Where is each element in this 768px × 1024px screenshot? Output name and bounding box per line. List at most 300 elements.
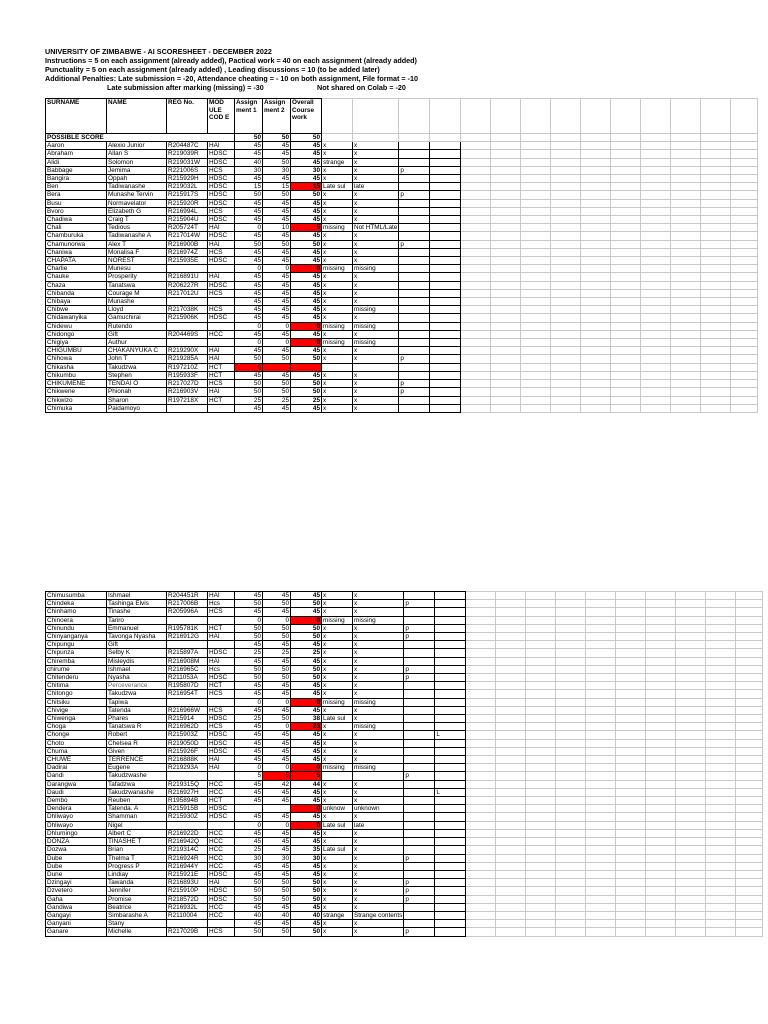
punctual-cell: p [404, 633, 435, 641]
reg-no-cell: R216932L [167, 903, 208, 911]
note-2-cell: missing [353, 339, 399, 347]
empty-cell [646, 739, 676, 747]
reg-no-cell: R215903Z [167, 731, 208, 739]
empty-cell [731, 224, 758, 232]
note-2-cell: x [353, 404, 399, 412]
table-row [46, 772, 763, 780]
punctual-cell [404, 657, 435, 665]
empty-cell [496, 608, 526, 616]
punctual-cell [404, 862, 435, 870]
possible-a2: 50 [263, 134, 291, 142]
empty-cell [521, 298, 551, 306]
overall-cell: 50 [291, 895, 322, 903]
note-2-cell: x [353, 314, 399, 322]
name-cell: Tashinga Elvis [107, 600, 167, 608]
empty-cell [736, 846, 763, 854]
empty-cell [671, 363, 701, 371]
empty-cell [581, 134, 611, 142]
empty-cell [461, 199, 491, 207]
empty-cell [581, 232, 611, 240]
overall-cell: 38 [291, 715, 322, 723]
empty-cell [646, 862, 676, 870]
empty-cell [496, 854, 526, 862]
empty-cell [701, 142, 731, 150]
empty-cell [586, 756, 616, 764]
empty-cell [526, 780, 556, 788]
empty-cell [706, 895, 736, 903]
note-2-cell: x [353, 380, 399, 388]
empty-cell [641, 404, 671, 412]
empty-cell [556, 756, 586, 764]
empty-cell [496, 624, 526, 632]
empty-cell [581, 404, 611, 412]
table-row [46, 887, 763, 895]
flag-cell [430, 142, 461, 150]
punctual-cell: p [404, 600, 435, 608]
name-cell: Progress P [107, 862, 167, 870]
table-row [46, 829, 763, 837]
flag-cell [435, 772, 466, 780]
assignment-1-cell: 45 [235, 347, 263, 355]
flag-cell [430, 306, 461, 314]
module-code-cell: HDSC [208, 175, 235, 183]
assignment-1-cell: 50 [235, 380, 263, 388]
note-2-cell: x [353, 920, 404, 928]
note-2-cell: x [353, 641, 404, 649]
module-code-cell: HCC [208, 780, 235, 788]
empty-cell [736, 674, 763, 682]
punctual-cell [404, 756, 435, 764]
empty-cell [641, 166, 671, 174]
empty-cell [461, 306, 491, 314]
reg-no-cell: R216994L [167, 207, 208, 215]
empty-cell [496, 788, 526, 796]
empty-cell [461, 216, 491, 224]
empty-cell [491, 355, 521, 363]
empty-cell [676, 772, 706, 780]
flag-cell [430, 314, 461, 322]
empty-cell [641, 142, 671, 150]
empty-cell [706, 879, 736, 887]
note-2-cell: x [353, 298, 399, 306]
table-row [46, 175, 758, 183]
note-1-cell: x [322, 207, 353, 215]
table-row [46, 339, 758, 347]
overall-cell: 0 [291, 322, 322, 330]
empty-cell [641, 134, 671, 142]
note-1-cell: x [322, 739, 353, 747]
empty-cell [736, 624, 763, 632]
empty-cell [551, 183, 581, 191]
empty-cell [491, 314, 521, 322]
empty-cell [586, 854, 616, 862]
empty-cell [496, 739, 526, 747]
name-cell: Gift [107, 641, 167, 649]
flag-cell [430, 175, 461, 183]
note-1-cell: x [322, 682, 353, 690]
empty-cell [586, 674, 616, 682]
empty-cell [706, 649, 736, 657]
assignment-1-cell: 45 [235, 788, 263, 796]
name-cell: Rutendo [107, 322, 167, 330]
reg-no-cell: R2110004 [167, 911, 208, 919]
table-row [46, 805, 763, 813]
module-code-cell: HDSC [208, 150, 235, 158]
module-code-cell: HDSC [208, 895, 235, 903]
empty-cell [646, 788, 676, 796]
table-row [46, 314, 758, 322]
table-row [46, 322, 758, 330]
table-row [46, 788, 763, 796]
empty-cell [521, 371, 551, 379]
reg-no-cell: R215915B [167, 805, 208, 813]
empty-cell [676, 821, 706, 829]
name-cell: Munesu [107, 265, 167, 273]
note-1-cell: x [322, 633, 353, 641]
note-2-cell: x [353, 780, 404, 788]
empty-cell [551, 175, 581, 183]
assignment-1-cell: 45 [235, 371, 263, 379]
overall-cell: 45 [291, 592, 322, 600]
reg-no-cell: R219050D [167, 739, 208, 747]
overall-cell: 45 [291, 298, 322, 306]
empty-cell [526, 838, 556, 846]
empty-cell [491, 371, 521, 379]
empty-cell [491, 99, 521, 134]
empty-cell [556, 616, 586, 624]
note-1-cell: x [322, 903, 353, 911]
note-1-cell: missing [322, 322, 353, 330]
reg-no-cell [167, 298, 208, 306]
empty-cell [641, 347, 671, 355]
empty-cell [556, 829, 586, 837]
empty-cell [671, 396, 701, 404]
empty-cell [526, 657, 556, 665]
flag-cell [435, 690, 466, 698]
table-row [46, 854, 763, 862]
empty-cell [616, 920, 646, 928]
note-1-cell: x [322, 788, 353, 796]
empty-cell [671, 150, 701, 158]
empty-cell [526, 641, 556, 649]
punctual-cell [399, 142, 430, 150]
module-code-cell: HAI [208, 657, 235, 665]
name-cell: Alex T [107, 240, 167, 248]
note-2-cell: unknown [353, 805, 404, 813]
empty-cell [706, 600, 736, 608]
empty-cell [556, 838, 586, 846]
empty-cell [701, 298, 731, 306]
name-cell: Munashe Tervin [107, 191, 167, 199]
empty-cell [706, 920, 736, 928]
name-cell: Paidamoyo [107, 404, 167, 412]
empty-cell [466, 870, 496, 878]
table-row [46, 347, 758, 355]
overall-cell: 45 [291, 289, 322, 297]
note-2-cell: x [353, 592, 404, 600]
reg-no-cell: R216966W [167, 706, 208, 714]
punctual-cell: p [399, 388, 430, 396]
punctual-cell: p [404, 928, 435, 936]
empty-cell [586, 879, 616, 887]
table-row [46, 224, 758, 232]
flag-cell [430, 191, 461, 199]
punctuality-line: Punctuality = 5 on each assignment (already added) , Leading discussions = 10 (to be added later) [45, 65, 380, 74]
empty-cell [731, 396, 758, 404]
assignment-1-cell: 45 [235, 690, 263, 698]
note-1-cell: x [322, 306, 353, 314]
empty-cell [551, 257, 581, 265]
empty-cell [491, 224, 521, 232]
empty-cell [521, 99, 551, 134]
empty-cell [616, 838, 646, 846]
reg-no-cell: R206227R [167, 281, 208, 289]
note-1-cell: x [322, 690, 353, 698]
empty-cell [551, 339, 581, 347]
surname-cell: Dune [46, 870, 107, 878]
table-row [46, 846, 763, 854]
empty-cell [701, 273, 731, 281]
flag-cell [430, 207, 461, 215]
assignment-2-cell: 45 [263, 289, 291, 297]
module-code-cell [208, 772, 235, 780]
empty-cell [641, 224, 671, 232]
empty-cell [491, 134, 521, 142]
name-cell: Tapiwa [107, 698, 167, 706]
overall-cell: 50 [291, 887, 322, 895]
empty-cell [581, 396, 611, 404]
flag-cell [435, 813, 466, 821]
empty-cell [586, 715, 616, 723]
empty-cell [556, 649, 586, 657]
flag-cell [435, 657, 466, 665]
empty-cell [491, 216, 521, 224]
name-cell: Tedious [107, 224, 167, 232]
empty-cell [586, 928, 616, 936]
name-cell: Jemima [107, 166, 167, 174]
note-1-cell: Late sul [322, 821, 353, 829]
empty-cell [646, 805, 676, 813]
overall-cell: 5 [291, 224, 322, 232]
empty-cell [521, 281, 551, 289]
surname-cell: Chali [46, 224, 107, 232]
surname-cell: DONZA [46, 838, 107, 846]
punctual-cell: p [399, 166, 430, 174]
empty-cell [526, 813, 556, 821]
assignment-2-cell [263, 363, 291, 371]
empty-cell [461, 224, 491, 232]
empty-cell [496, 862, 526, 870]
note-2-cell: x [353, 175, 399, 183]
module-code-cell: HCC [208, 911, 235, 919]
note-2-cell: missing [353, 306, 399, 314]
empty-cell [491, 183, 521, 191]
table-row [46, 388, 758, 396]
empty-cell [586, 633, 616, 641]
punctual-cell [404, 870, 435, 878]
assignment-2-cell: 25 [263, 649, 291, 657]
assignment-1-cell: 45 [235, 608, 263, 616]
name-cell: Phionah [107, 388, 167, 396]
surname-cell: Chimusumba [46, 592, 107, 600]
table-row [46, 633, 763, 641]
empty-cell [676, 682, 706, 690]
overall-cell: 45 [291, 608, 322, 616]
flag-cell [430, 330, 461, 338]
surname-cell: Chidongo [46, 330, 107, 338]
empty-cell [586, 805, 616, 813]
empty-cell [616, 682, 646, 690]
empty-cell [466, 829, 496, 837]
table-row [46, 306, 758, 314]
empty-cell [461, 240, 491, 248]
empty-cell [526, 633, 556, 641]
note-1-cell: x [322, 166, 353, 174]
flag-cell [435, 747, 466, 755]
module-code-cell: HAI [208, 592, 235, 600]
surname-cell: Chikasha [46, 363, 107, 371]
assignment-1-cell: 45 [235, 175, 263, 183]
empty-cell [616, 854, 646, 862]
overall-cell: 45 [291, 838, 322, 846]
empty-cell [706, 624, 736, 632]
note-1-cell: x [322, 600, 353, 608]
empty-cell [496, 821, 526, 829]
empty-cell [461, 99, 491, 134]
assignment-1-cell: 45 [235, 903, 263, 911]
surname-cell: Choga [46, 723, 107, 731]
empty-cell [586, 739, 616, 747]
possible-overall: 50 [291, 134, 322, 142]
empty-cell [496, 879, 526, 887]
empty-cell [671, 306, 701, 314]
empty-cell [461, 183, 491, 191]
instructions-line: Instructions = 5 on each assignment (already added), Pactical work = 40 on each assignment (already added) [45, 56, 417, 65]
assignment-1-cell: 5 [235, 772, 263, 780]
empty-cell [466, 682, 496, 690]
empty-cell [466, 633, 496, 641]
empty-cell [706, 682, 736, 690]
empty-cell [736, 739, 763, 747]
empty-cell [526, 887, 556, 895]
reg-no-cell [167, 265, 208, 273]
empty-cell [736, 600, 763, 608]
surname-cell: Chamunorwa [46, 240, 107, 248]
empty-cell [526, 665, 556, 673]
empty-cell [731, 289, 758, 297]
name-cell: Allan S [107, 150, 167, 158]
empty-cell [491, 273, 521, 281]
empty-cell [466, 788, 496, 796]
reg-no-cell: R217014W [167, 232, 208, 240]
empty-cell [706, 887, 736, 895]
surname-cell: Choto [46, 739, 107, 747]
empty-cell [466, 879, 496, 887]
overall-cell: 45 [291, 731, 322, 739]
empty-cell [641, 388, 671, 396]
empty-cell [581, 339, 611, 347]
empty-cell [496, 682, 526, 690]
surname-cell: Chitsiku [46, 698, 107, 706]
empty-cell [736, 772, 763, 780]
empty-cell [616, 600, 646, 608]
module-code-cell: HDSC [208, 191, 235, 199]
assignment-1-cell: 45 [235, 862, 263, 870]
empty-cell [731, 347, 758, 355]
module-code-cell: HCS [208, 928, 235, 936]
note-2-cell: x [353, 207, 399, 215]
punctual-cell: p [404, 772, 435, 780]
empty-cell [701, 158, 731, 166]
table-row [46, 248, 758, 256]
assignment-1-cell: 50 [235, 624, 263, 632]
table-row [46, 821, 763, 829]
empty-cell [581, 363, 611, 371]
flag-cell [430, 257, 461, 265]
assignment-1-cell: 25 [235, 715, 263, 723]
empty-cell [466, 764, 496, 772]
empty-cell [676, 928, 706, 936]
reg-no-cell: R205724T [167, 224, 208, 232]
empty-cell [671, 339, 701, 347]
empty-cell [706, 846, 736, 854]
name-cell: Ishmael [107, 665, 167, 673]
assignment-2-cell: 50 [263, 600, 291, 608]
empty-cell [676, 780, 706, 788]
empty-cell [646, 665, 676, 673]
empty-cell [551, 281, 581, 289]
empty-cell [521, 388, 551, 396]
assignment-2-cell: 0 [263, 821, 291, 829]
note-1-cell: x [322, 657, 353, 665]
empty-cell [616, 764, 646, 772]
empty-cell [616, 633, 646, 641]
note-1-cell: x [322, 928, 353, 936]
empty-cell [491, 380, 521, 388]
name-cell: Reuben [107, 797, 167, 805]
empty-cell [671, 404, 701, 412]
empty-cell [551, 289, 581, 297]
empty-cell [706, 764, 736, 772]
empty-cell [701, 396, 731, 404]
empty-cell [526, 608, 556, 616]
empty-cell [461, 289, 491, 297]
overall-cell: 45 [291, 813, 322, 821]
empty-cell [736, 928, 763, 936]
empty-cell [466, 903, 496, 911]
empty-cell [551, 191, 581, 199]
table-row [46, 191, 758, 199]
empty-cell [641, 371, 671, 379]
empty-cell [496, 698, 526, 706]
empty-cell [736, 911, 763, 919]
empty-cell [671, 289, 701, 297]
module-code-cell: HDSC [208, 674, 235, 682]
reg-no-cell: R217038K [167, 306, 208, 314]
surname-cell: Chiwenga [46, 715, 107, 723]
note-1-cell: x [322, 665, 353, 673]
name-cell: Shamman [107, 813, 167, 821]
empty-cell [731, 273, 758, 281]
module-code-cell: HDSC [208, 731, 235, 739]
empty-cell [526, 854, 556, 862]
empty-cell [706, 797, 736, 805]
flag-cell: L [435, 788, 466, 796]
empty-cell [551, 166, 581, 174]
reg-no-header: REG No. [167, 99, 208, 134]
flag-cell [430, 281, 461, 289]
empty-cell [586, 838, 616, 846]
